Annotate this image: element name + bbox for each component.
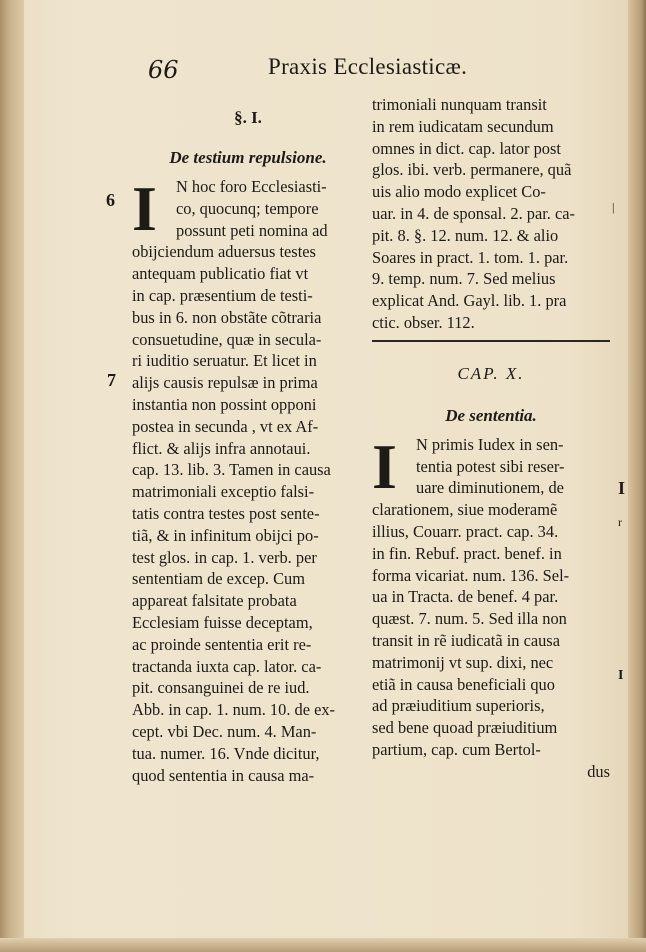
- text-line: matrimoniali exceptio falsi-: [132, 482, 315, 502]
- text-line: consuetudine, quæ in secula-: [132, 329, 322, 349]
- subheading-sententia: De sententia.: [445, 405, 537, 425]
- body-text: [372, 499, 610, 782]
- text-line: instantia non possint opponi: [132, 394, 317, 414]
- text-line: glos. ibi. verb. permanere, quã: [372, 160, 572, 180]
- text-line: co, quocunq; tempore: [176, 198, 319, 218]
- page-edge-bottom: [0, 938, 646, 952]
- drop-capital: I: [132, 173, 157, 244]
- text-line: alijs causis repulsæ in prima: [132, 373, 318, 393]
- drop-paragraph: [132, 173, 364, 244]
- text-line: forma vicariat. num. 136. Sel-: [372, 565, 570, 585]
- drop-paragraph: [372, 430, 610, 502]
- text-line: Soares in pract. 1. tom. 1. par.: [372, 247, 569, 267]
- running-head: Praxis Ecclesiasticæ.: [268, 54, 468, 79]
- text-line: Abb. in cap. 1. num. 10. de ex-: [132, 700, 336, 720]
- text-line: cept. vbi Dec. num. 4. Man-: [132, 721, 317, 741]
- text-line: appareat falsitate probata: [132, 591, 297, 611]
- text-line: possunt peti nomina ad: [176, 220, 328, 240]
- text-line: postea in secunda , vt ex Af-: [132, 416, 319, 436]
- text-line: flict. & alijs infra annotaui.: [132, 438, 311, 458]
- text-line: in fin. Rebuf. pract. benef. in: [372, 543, 562, 563]
- margin-note-6: 6: [106, 190, 115, 210]
- chapter-heading: CAP. X.: [457, 363, 525, 383]
- body-text: [132, 241, 364, 786]
- text-line: antequam publicatio fiat vt: [132, 264, 309, 284]
- text-line: ac proinde sententia erit re-: [132, 634, 312, 654]
- margin-mark: I: [618, 668, 624, 683]
- text-line: test glos. in cap. 1. verb. per: [132, 547, 317, 567]
- text-line: tatis contra testes post sente-: [132, 503, 320, 523]
- text-line: Ecclesiam fuisse deceptam,: [132, 612, 313, 632]
- text-line: transit in rẽ iudicatã in causa: [372, 630, 560, 650]
- text-line: N hoc foro Ecclesiasti-: [176, 177, 327, 196]
- text-line: clarationem, siue moderamẽ: [372, 500, 558, 520]
- text-line: ri iuditio seruatur. Et licet in: [132, 351, 317, 371]
- drop-capital: I: [372, 430, 397, 502]
- text-line: uare diminutionem, de: [416, 478, 564, 498]
- text-line: sed bene quoad præiuditium: [372, 718, 558, 738]
- left-column: [132, 96, 364, 786]
- text-line: explicat And. Gayl. lib. 1. pra: [372, 291, 567, 311]
- text-line: pit. consanguinei de re iud.: [132, 678, 310, 698]
- text-line: etiã in causa beneficiali quo: [372, 674, 555, 694]
- margin-note-7: 7: [107, 370, 116, 390]
- page-edge-right: [628, 0, 646, 952]
- text-line: ad præiuditium superioris,: [372, 696, 545, 716]
- right-column: [372, 94, 610, 783]
- text-line: illius, Couarr. pract. cap. 34.: [372, 521, 559, 541]
- section-rule: [372, 340, 610, 342]
- text-line: trimoniali nunquam transit: [372, 95, 547, 114]
- subheading-testium: De testium repulsione.: [169, 148, 327, 167]
- text-line: quæst. 7. num. 5. Sed illa non: [372, 609, 567, 629]
- text-line: omnes in dict. cap. lator post: [372, 138, 561, 158]
- text-line: bus in 6. non obstãte cõtraria: [132, 307, 322, 327]
- section-heading: §. I.: [234, 108, 262, 127]
- text-line: pit. 8. §. 12. num. 12. & alio: [372, 225, 559, 245]
- text-line: ua in Tracta. de benef. 4 par.: [372, 587, 559, 607]
- text-line: uar. in 4. de sponsal. 2. par. ca-: [372, 203, 576, 223]
- page-number: 66: [148, 56, 179, 84]
- text-line: obijciendum aduersus testes: [132, 242, 316, 262]
- text-line: in rem iudicatam secundum: [372, 116, 554, 136]
- text-line: sententiam de excep. Cum: [132, 569, 305, 589]
- text-line: quod sententia in causa ma-: [132, 765, 315, 785]
- body-text-top: [372, 94, 610, 334]
- text-line: tractanda iuxta cap. lator. ca-: [132, 656, 322, 676]
- margin-mark: I: [618, 478, 626, 498]
- text-line: matrimonij vt sup. dixi, nec: [372, 652, 554, 672]
- catchword: dus: [587, 761, 610, 781]
- text-line: ctic. obser. 112.: [372, 312, 475, 332]
- text-line: uis alio modo explicet Co-: [372, 182, 546, 202]
- text-line: tentia potest sibi reser-: [416, 456, 565, 476]
- text-line: in cap. præsentium de testi-: [132, 285, 313, 305]
- text-line: 9. temp. num. 7. Sed melius: [372, 269, 556, 289]
- margin-mark: r: [618, 515, 622, 529]
- text-line: cap. 13. lib. 3. Tamen in causa: [132, 460, 331, 480]
- text-line: tua. numer. 16. Vnde dicitur,: [132, 743, 320, 763]
- text-line: partium, cap. cum Bertol-: [372, 739, 541, 759]
- text-line: N primis Iudex in sen-: [416, 434, 564, 454]
- page-gutter-shadow: [0, 0, 24, 952]
- text-line: tiã, & in infinitum obijci po-: [132, 525, 319, 545]
- margin-mark: |: [612, 200, 615, 214]
